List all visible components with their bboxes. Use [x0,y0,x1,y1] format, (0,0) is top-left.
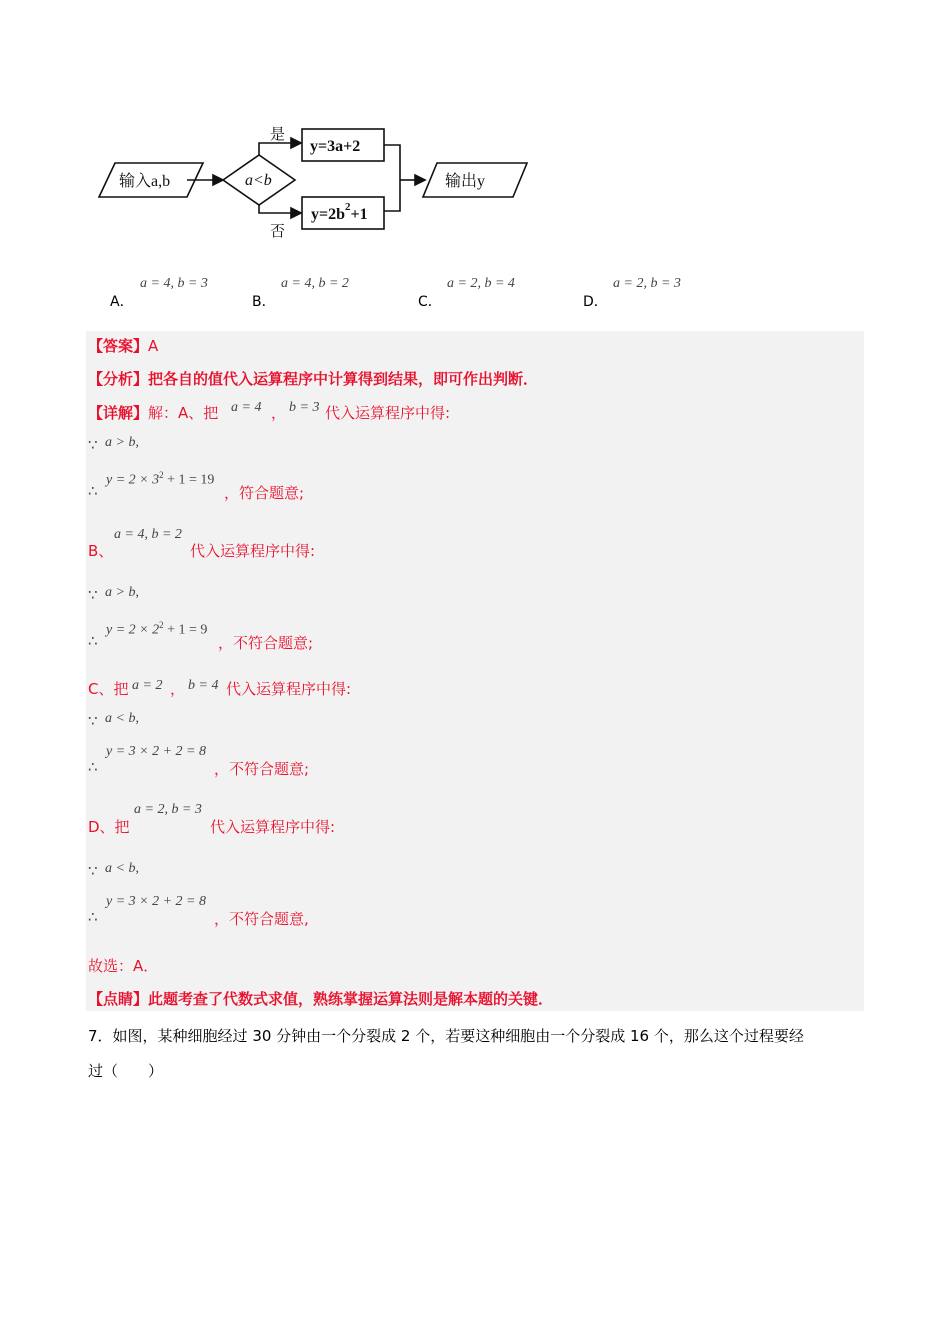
flowchart-diagram [95,115,535,245]
choice-a-value: a = 4, b = 3 [140,276,208,291]
equation-3: y = 3 × 2 + 2 = 8 [106,744,207,759]
no-box-label: $y=2b^2+1$ [311,201,368,223]
detail-a-sep: ， [271,404,287,422]
answer-line: 【答案】A [88,337,159,355]
because-math-2: a > b, [105,585,139,600]
because-symbol-3: ∵ [88,712,98,730]
detail-a-math-1: a = 4 [231,400,262,415]
detail-c-math-2: b = 4 [188,678,219,693]
detail-b-suffix: 代入运算程序中得: [190,542,316,560]
therefore-symbol-4: ∴ [88,908,98,926]
choice-c-value: a = 2, b = 4 [447,276,515,291]
because-math-1: a > b, [105,435,139,450]
comment-line: 【点睛】此题考查了代数式求值，熟练掌握运算法则是解本题的关键． [88,990,554,1008]
detail-c-sep: ， [170,680,186,698]
no-label: 否 [270,222,286,240]
detail-a-suffix: 代入运算程序中得: [325,404,451,422]
choice-b-letter: B． [252,294,276,310]
detail-c-prefix: C、把 [88,680,129,698]
final-answer: 故选：A． [88,957,159,975]
equation-2: $y = 2 \times 2^2 + 1 = 9$ [106,620,208,638]
choice-c-letter: C． [418,294,442,310]
detail-c-suffix: 代入运算程序中得: [226,680,352,698]
result-3: ，不符合题意; [214,760,310,778]
because-math-3: a < b, [105,711,139,726]
choice-b-value: a = 4, b = 2 [281,276,349,291]
detail-d-prefix: D、把 [88,818,130,836]
detail-b-prefix: B、 [88,542,114,560]
decision-label: a<b [245,172,272,189]
choice-d-letter: D． [583,294,608,310]
equation-4: y = 3 × 2 + 2 = 8 [106,894,207,909]
because-symbol-4: ∵ [88,862,98,880]
analysis-line: 【分析】把各自的值代入运算程序中计算得到结果，即可作出判断． [88,370,539,388]
yes-box-label: y=3a+2 [310,138,361,155]
detail-line-a: 【详解】解：A、把 [88,404,219,422]
detail-a-math-2: b = 3 [289,400,320,415]
equation-1: $y = 2 \times 3^2 + 1 = 19$ [106,470,215,488]
choice-a-letter: A． [110,294,134,310]
because-math-4: a < b, [105,861,139,876]
output-label: 输出y [445,173,486,190]
result-1: ，符合题意; [224,484,305,502]
input-label: 输入a,b [119,173,171,190]
detail-c-math-1: a = 2 [132,678,163,693]
therefore-symbol-2: ∴ [88,632,98,650]
therefore-symbol-3: ∴ [88,758,98,776]
question-7-line-1: 7．如图，某种细胞经过 30 分钟由一个分裂成 2 个，若要这种细胞由一个分裂成 16 个，那么这个过程要经 [88,1027,804,1045]
question-7-line-2: 过（ ） [88,1062,164,1080]
detail-d-suffix: 代入运算程序中得: [210,818,336,836]
because-symbol-1: ∵ [88,436,98,454]
detail-d-math: a = 2, b = 3 [134,802,202,817]
choice-d-value: a = 2, b = 3 [613,276,681,291]
result-2: ，不符合题意; [218,634,314,652]
therefore-symbol-1: ∴ [88,482,98,500]
result-4: ，不符合题意, [214,910,309,928]
detail-b-math: a = 4, b = 2 [114,527,182,542]
because-symbol-2: ∵ [88,586,98,604]
yes-label: 是 [270,125,286,143]
